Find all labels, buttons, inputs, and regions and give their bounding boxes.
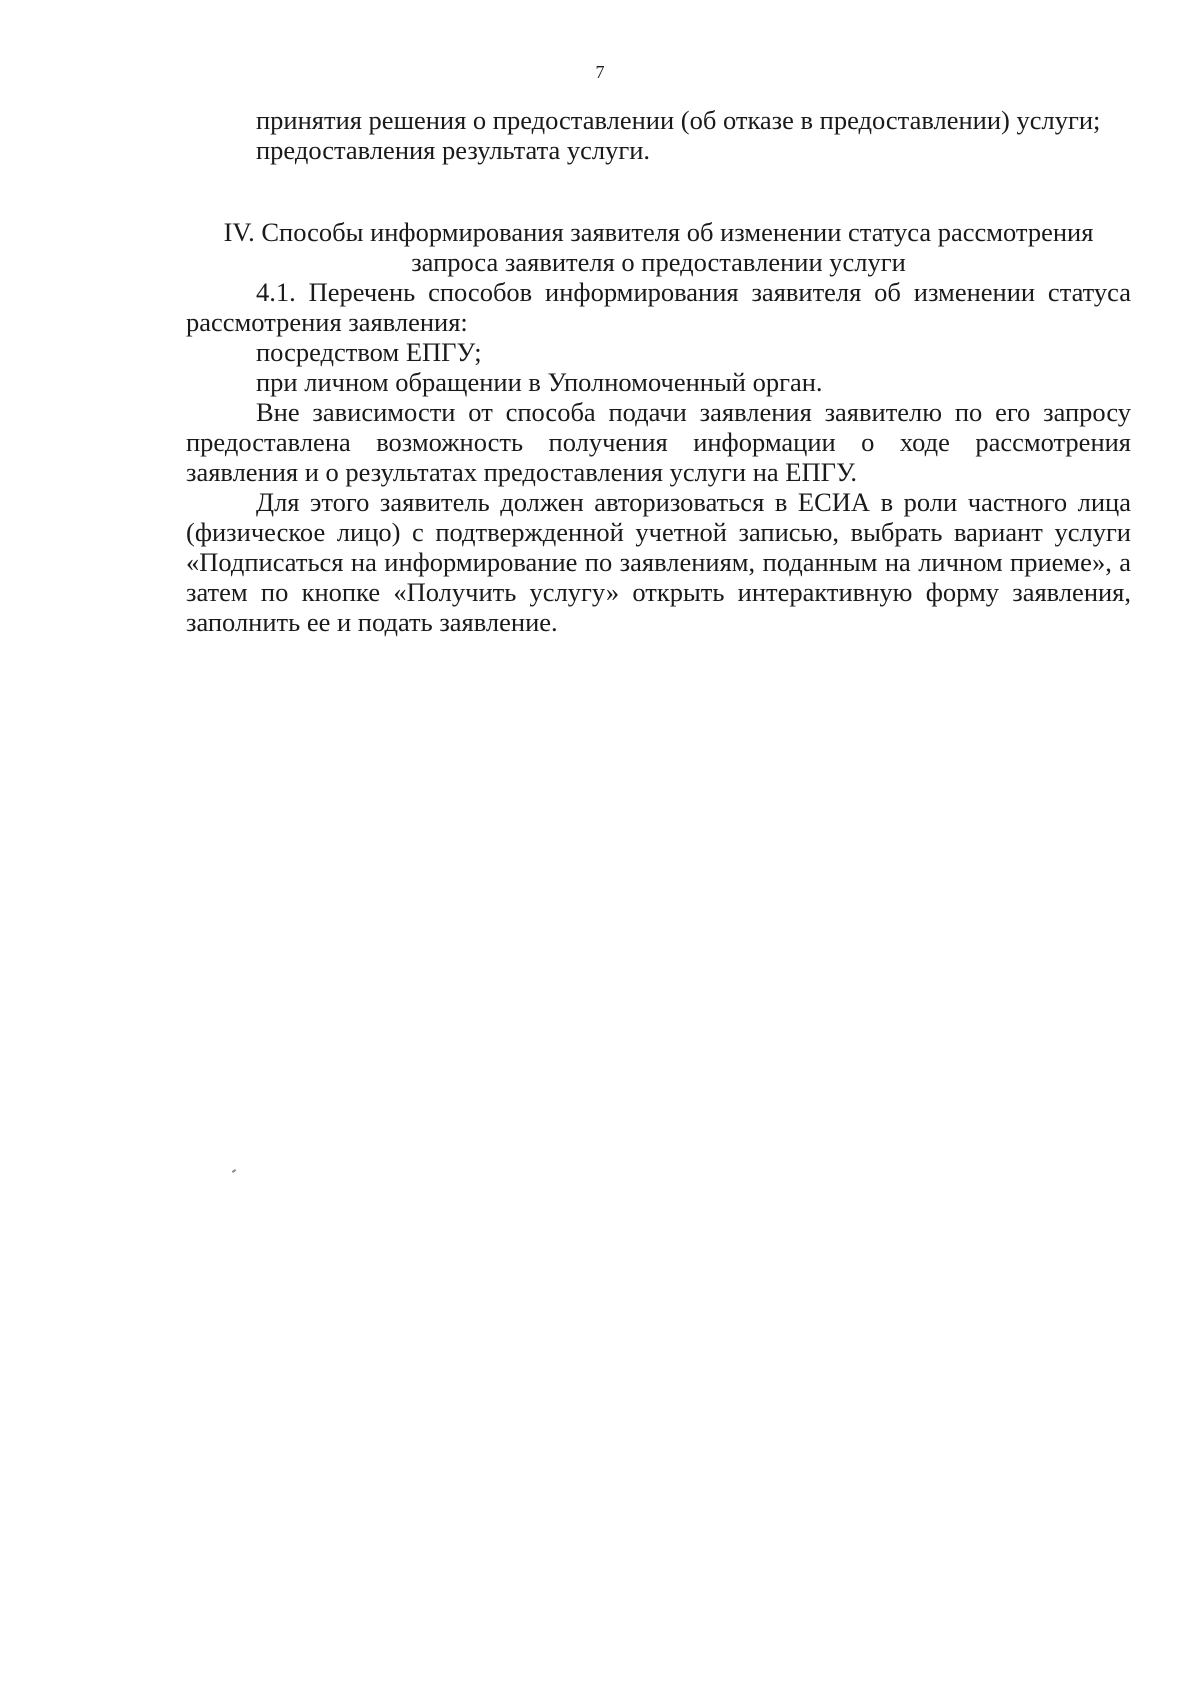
section-paragraph-2: посредством ЕПГУ; [256,337,482,367]
intro-paragraph-2: предоставления результата услуги. [256,135,651,165]
section-heading-line-1: IV. Способы информирования заявителя об изменении статуса рассмотрения [223,217,1094,247]
document-body [186,105,1131,637]
scan-mark [232,1169,236,1173]
section-paragraph-1: 4.1. Перечень способов информирования заявителя об изменении статуса рассмотрения заявления: [186,277,1131,337]
section-heading-line-2: запроса заявителя о предоставлении услуги [411,247,906,277]
section-paragraph-4: Вне зависимости от способа подачи заявления заявителю по его запросу предоставлена возможность получения информации о ходе рассмотрения заявления и о результатах предоставления услуги на ЕПГУ. [186,397,1131,487]
section-heading [186,217,1131,277]
section-paragraph-3: при личном обращении в Уполномоченный орган. [256,367,823,397]
page-number: 7 [595,62,605,82]
intro-paragraph-1: принятия решения о предоставлении (об отказе в предоставлении) услуги; [256,105,1101,135]
section-paragraph-5: Для этого заявитель должен авторизоваться в ЕСИА в роли частного лица (физическое лицо) с подтвержденной учетной записью, выбрать вариант услуги «Подписаться на информирование по заявлениям, поданным на личном приеме», а затем по кнопке «Получить услугу» открыть интерактивную форму заявления, заполнить ее и подать заявление. [186,487,1131,637]
